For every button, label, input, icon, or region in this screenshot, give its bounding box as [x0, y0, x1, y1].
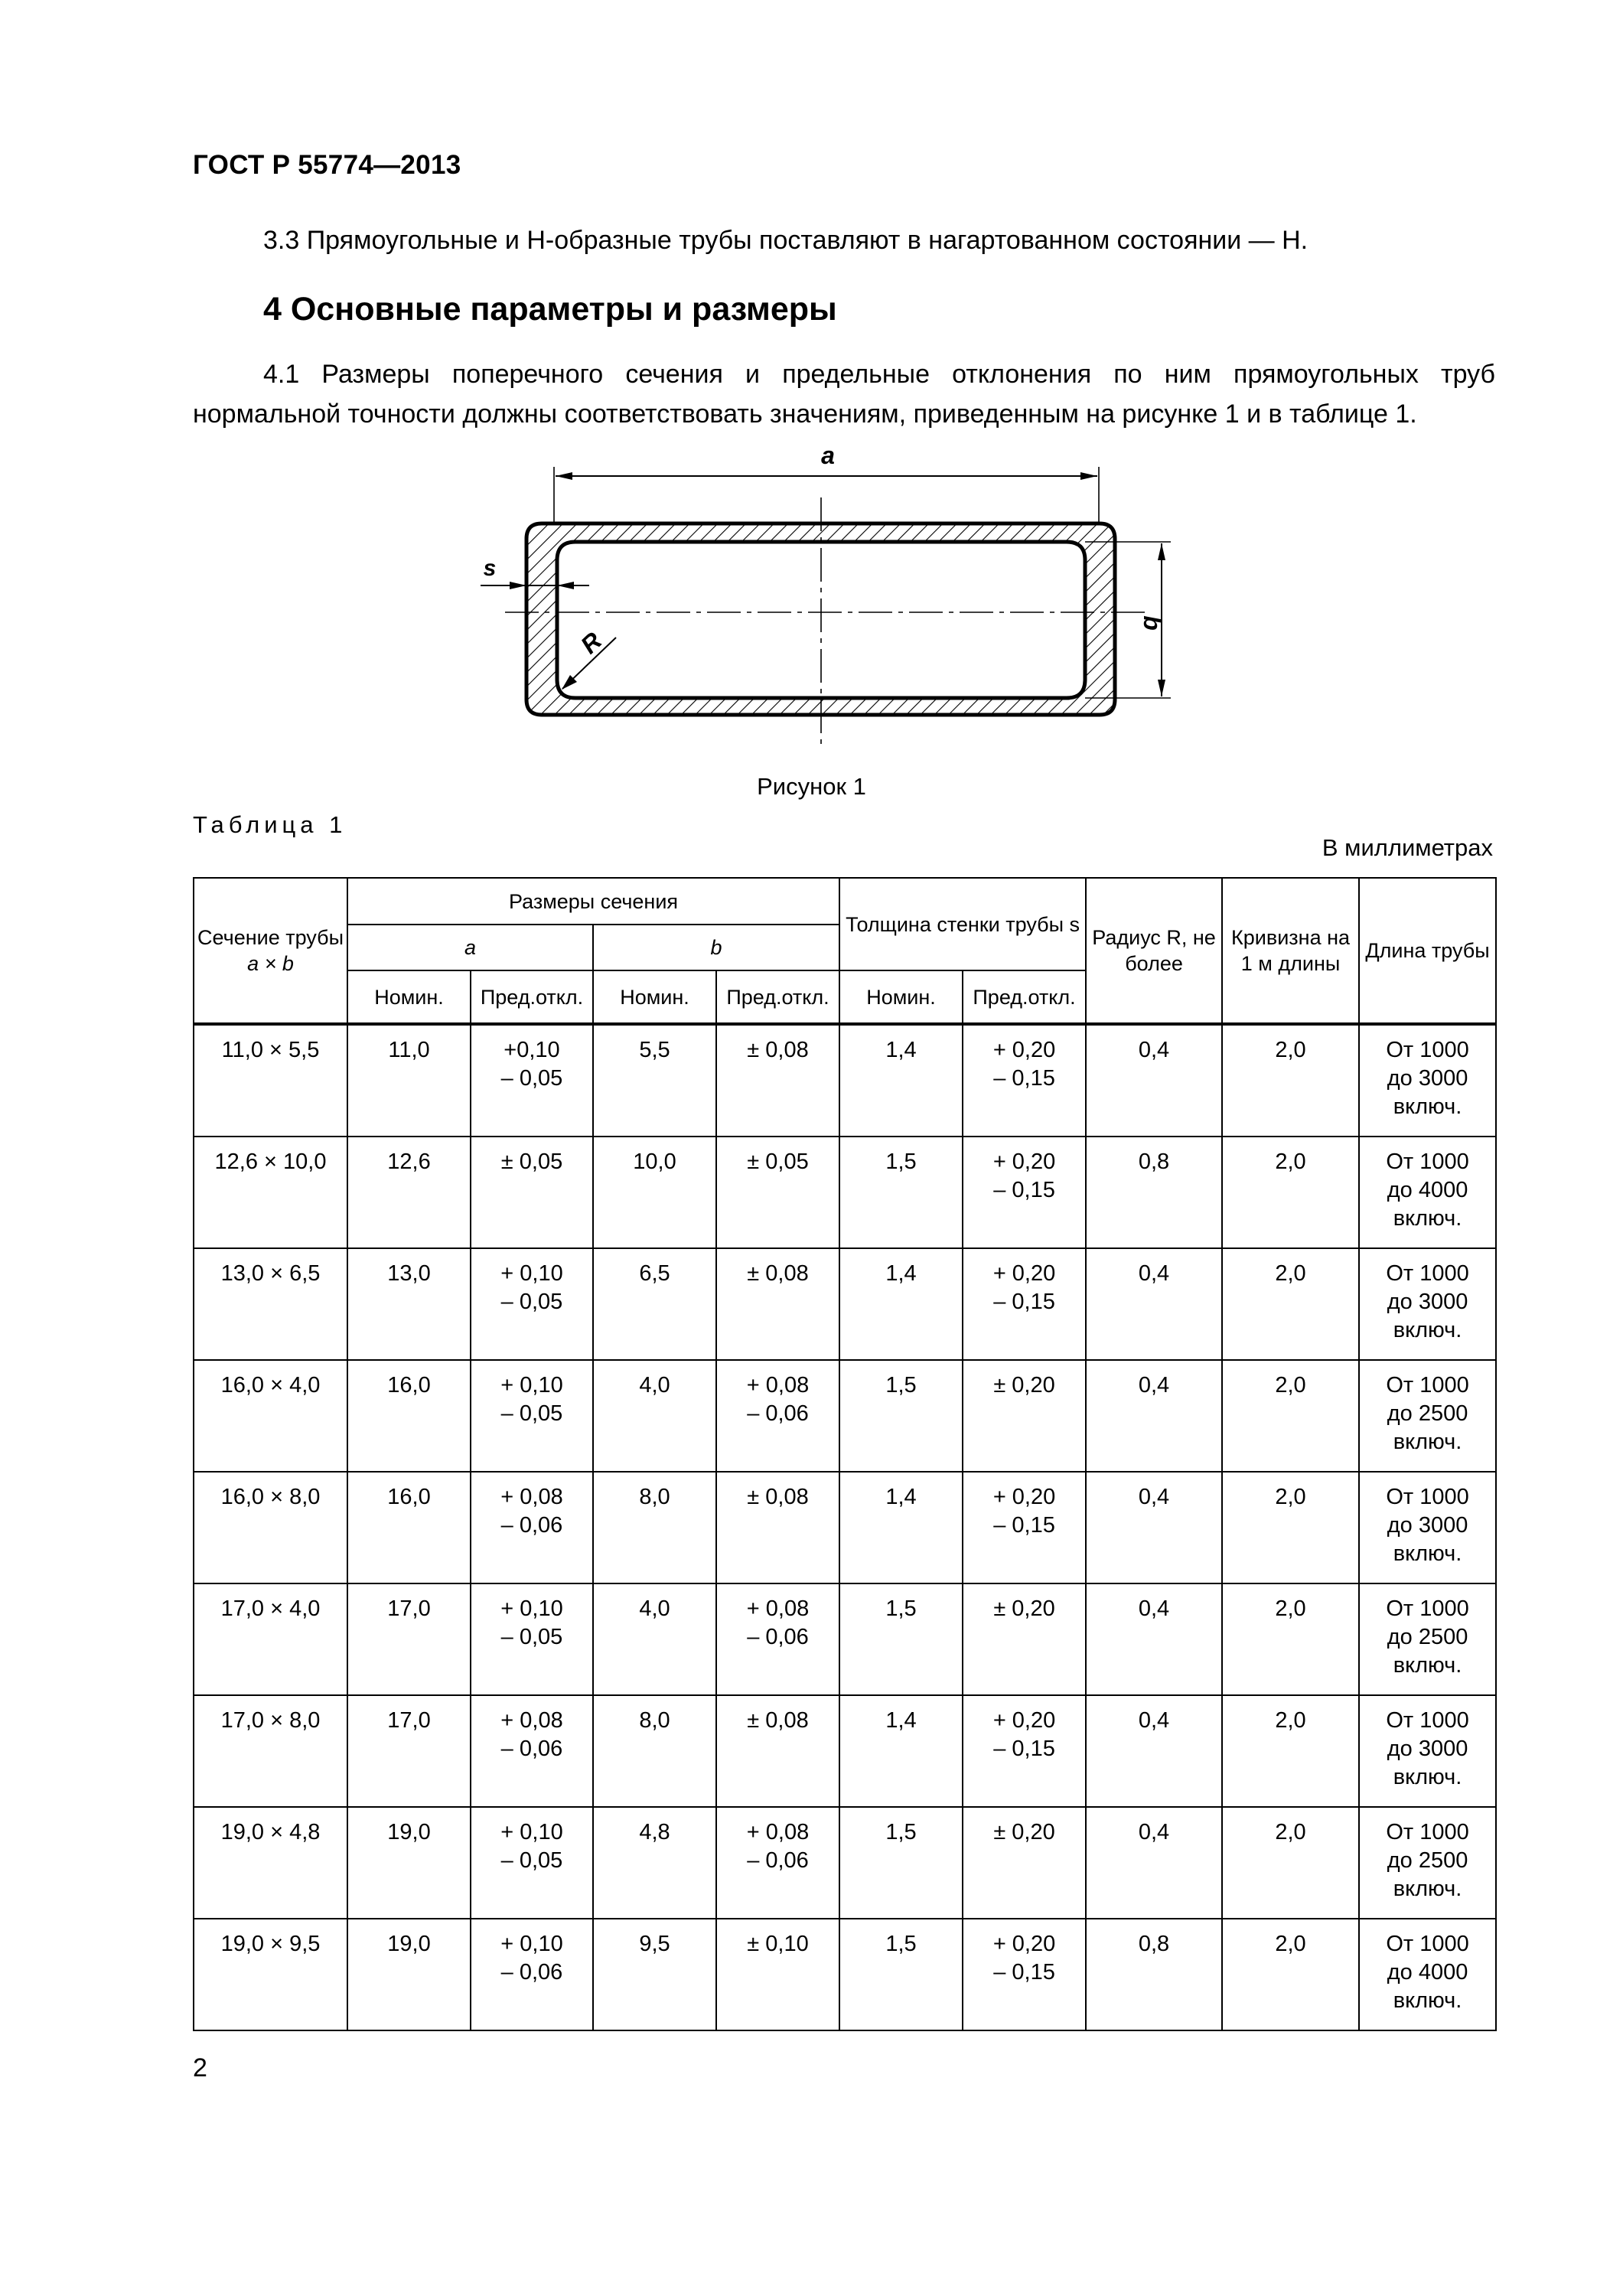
cell-b-nominal: 6,5 [593, 1248, 716, 1360]
table-row [194, 1695, 1496, 1807]
header-wall-deviation: Пред.откл. [963, 970, 1086, 1024]
cell-wall-deviation: + 0,20 – 0,15 [963, 1137, 1086, 1248]
cell-section: 17,0 × 8,0 [194, 1695, 347, 1807]
header-length: Длина трубы [1359, 878, 1496, 1024]
header-sizes: Размеры сечения [347, 878, 839, 925]
cell-curvature: 2,0 [1222, 1360, 1359, 1472]
header-b-nominal: Номин. [593, 970, 716, 1024]
cell-a-deviation: +0,10 – 0,05 [471, 1024, 593, 1137]
cell-section: 12,6 × 10,0 [194, 1137, 347, 1248]
cell-wall-nominal: 1,5 [839, 1919, 963, 2030]
header-b: b [593, 925, 839, 970]
document-id: ГОСТ Р 55774—2013 [193, 150, 461, 180]
cell-section: 13,0 × 6,5 [194, 1248, 347, 1360]
cell-a-deviation: ± 0,05 [471, 1137, 593, 1248]
cell-curvature: 2,0 [1222, 1248, 1359, 1360]
cell-b-nominal: 5,5 [593, 1024, 716, 1137]
cell-wall-nominal: 1,4 [839, 1024, 963, 1137]
cell-curvature: 2,0 [1222, 1024, 1359, 1137]
cell-radius: 0,4 [1086, 1024, 1222, 1137]
cell-radius: 0,8 [1086, 1137, 1222, 1248]
figure-caption: Рисунок 1 [757, 773, 866, 800]
cell-b-nominal: 8,0 [593, 1695, 716, 1807]
header-a-deviation: Пред.откл. [471, 970, 593, 1024]
cell-section: 19,0 × 9,5 [194, 1919, 347, 2030]
cell-radius: 0,4 [1086, 1583, 1222, 1695]
radius-label: R [575, 626, 608, 659]
table-row [194, 1472, 1496, 1583]
table-units: В миллиметрах [1322, 834, 1493, 861]
cell-section: 11,0 × 5,5 [194, 1024, 347, 1137]
cell-b-deviation: + 0,08 – 0,06 [716, 1583, 839, 1695]
cell-a-nominal: 12,6 [347, 1137, 471, 1248]
cell-radius: 0,4 [1086, 1807, 1222, 1919]
paragraph-3-3: 3.3 Прямоугольные и Н-образные трубы поставляют в нагартованном состоянии — Н. [263, 226, 1309, 255]
cell-section: 19,0 × 4,8 [194, 1807, 347, 1919]
cell-a-nominal: 19,0 [347, 1807, 471, 1919]
cell-wall-deviation: + 0,20 – 0,15 [963, 1695, 1086, 1807]
page-number: 2 [193, 2053, 207, 2082]
cell-b-deviation: ± 0,08 [716, 1472, 839, 1583]
table-row [194, 1360, 1496, 1472]
cell-radius: 0,4 [1086, 1472, 1222, 1583]
cell-a-deviation: + 0,10 – 0,05 [471, 1583, 593, 1695]
cell-curvature: 2,0 [1222, 1472, 1359, 1583]
cell-a-nominal: 16,0 [347, 1360, 471, 1472]
cell-a-deviation: + 0,08 – 0,06 [471, 1472, 593, 1583]
cell-section: 17,0 × 4,0 [194, 1583, 347, 1695]
cell-b-nominal: 4,0 [593, 1583, 716, 1695]
cell-wall-deviation: ± 0,20 [963, 1807, 1086, 1919]
table-body [194, 1024, 1496, 2030]
cell-radius: 0,4 [1086, 1360, 1222, 1472]
header-section-formula: a × b [247, 952, 294, 975]
paragraph-4-1: 4.1 Размеры поперечного сечения и предельные отклонения по ним прямоугольных труб нормальной точности должны соответствовать значениям, приведенным на рисунке 1 и в таблице 1. [193, 360, 1495, 429]
cell-a-deviation: + 0,10 – 0,06 [471, 1919, 593, 2030]
cell-wall-deviation: ± 0,20 [963, 1360, 1086, 1472]
cell-b-deviation: ± 0,10 [716, 1919, 839, 2030]
header-radius: Радиус R, не более [1086, 878, 1222, 1024]
table-row [194, 1024, 1496, 1137]
cell-b-nominal: 4,8 [593, 1807, 716, 1919]
cell-curvature: 2,0 [1222, 1695, 1359, 1807]
cell-wall-nominal: 1,5 [839, 1807, 963, 1919]
header-curvature: Кривизна на 1 м длины [1222, 878, 1359, 1024]
table-row [194, 1919, 1496, 2030]
header-section-label: Сечение трубы [197, 926, 344, 949]
cell-length: От 1000 до 2500 включ. [1359, 1360, 1496, 1472]
cell-length: От 1000 до 3000 включ. [1359, 1024, 1496, 1137]
cell-wall-nominal: 1,5 [839, 1137, 963, 1248]
cell-wall-deviation: + 0,20 – 0,15 [963, 1248, 1086, 1360]
cell-a-nominal: 11,0 [347, 1024, 471, 1137]
header-wall-thickness: Толщина стенки трубы s [839, 878, 1086, 970]
dimension-s-label: s [483, 556, 497, 581]
cell-a-deviation: + 0,10 – 0,05 [471, 1360, 593, 1472]
cell-b-deviation: ± 0,05 [716, 1137, 839, 1248]
dimension-a-label: a [821, 444, 835, 469]
cell-b-deviation: ± 0,08 [716, 1024, 839, 1137]
cell-wall-deviation: + 0,20 – 0,15 [963, 1472, 1086, 1583]
cell-length: От 1000 до 4000 включ. [1359, 1919, 1496, 2030]
cell-curvature: 2,0 [1222, 1807, 1359, 1919]
cell-a-deviation: + 0,08 – 0,06 [471, 1695, 593, 1807]
cell-wall-nominal: 1,4 [839, 1248, 963, 1360]
dimension-b-label: b [1139, 615, 1166, 631]
cell-a-nominal: 13,0 [347, 1248, 471, 1360]
cell-b-deviation: ± 0,08 [716, 1695, 839, 1807]
cell-wall-nominal: 1,5 [839, 1360, 963, 1472]
cell-b-nominal: 8,0 [593, 1472, 716, 1583]
cell-wall-deviation: + 0,20 – 0,15 [963, 1024, 1086, 1137]
table-row [194, 1248, 1496, 1360]
cell-curvature: 2,0 [1222, 1137, 1359, 1248]
cell-a-nominal: 19,0 [347, 1919, 471, 2030]
table-label: Таблица 1 [193, 811, 347, 838]
cell-b-nominal: 10,0 [593, 1137, 716, 1248]
tube-cross-section-diagram [459, 444, 1240, 765]
cell-length: От 1000 до 3000 включ. [1359, 1695, 1496, 1807]
cell-length: От 1000 до 4000 включ. [1359, 1137, 1496, 1248]
cell-b-nominal: 4,0 [593, 1360, 716, 1472]
cell-a-deviation: + 0,10 – 0,05 [471, 1807, 593, 1919]
cell-section: 16,0 × 8,0 [194, 1472, 347, 1583]
cell-wall-deviation: + 0,20 – 0,15 [963, 1919, 1086, 2030]
table-row [194, 1583, 1496, 1695]
section-4-heading: 4 Основные параметры и размеры [263, 291, 837, 328]
cell-a-nominal: 17,0 [347, 1583, 471, 1695]
cell-wall-nominal: 1,4 [839, 1695, 963, 1807]
cell-length: От 1000 до 3000 включ. [1359, 1248, 1496, 1360]
cell-b-deviation: + 0,08 – 0,06 [716, 1807, 839, 1919]
cell-a-nominal: 16,0 [347, 1472, 471, 1583]
figure-1-drawing [459, 444, 1240, 769]
header-a-nominal: Номин. [347, 970, 471, 1024]
cell-radius: 0,8 [1086, 1919, 1222, 2030]
cell-curvature: 2,0 [1222, 1919, 1359, 2030]
cell-length: От 1000 до 2500 включ. [1359, 1807, 1496, 1919]
header-section [194, 878, 347, 1024]
cell-radius: 0,4 [1086, 1695, 1222, 1807]
header-wall-nominal: Номин. [839, 970, 963, 1024]
cell-a-nominal: 17,0 [347, 1695, 471, 1807]
cell-curvature: 2,0 [1222, 1583, 1359, 1695]
cell-length: От 1000 до 2500 включ. [1359, 1583, 1496, 1695]
cell-b-deviation: ± 0,08 [716, 1248, 839, 1360]
header-b-deviation: Пред.откл. [716, 970, 839, 1024]
table-row [194, 1807, 1496, 1919]
cell-wall-nominal: 1,4 [839, 1472, 963, 1583]
tube-dimensions-table [193, 877, 1497, 2031]
cell-b-nominal: 9,5 [593, 1919, 716, 2030]
cell-wall-deviation: ± 0,20 [963, 1583, 1086, 1695]
cell-a-deviation: + 0,10 – 0,05 [471, 1248, 593, 1360]
cell-length: От 1000 до 3000 включ. [1359, 1472, 1496, 1583]
cell-section: 16,0 × 4,0 [194, 1360, 347, 1472]
cell-wall-nominal: 1,5 [839, 1583, 963, 1695]
cell-radius: 0,4 [1086, 1248, 1222, 1360]
header-a: a [347, 925, 593, 970]
cell-b-deviation: + 0,08 – 0,06 [716, 1360, 839, 1472]
table-row [194, 1137, 1496, 1248]
